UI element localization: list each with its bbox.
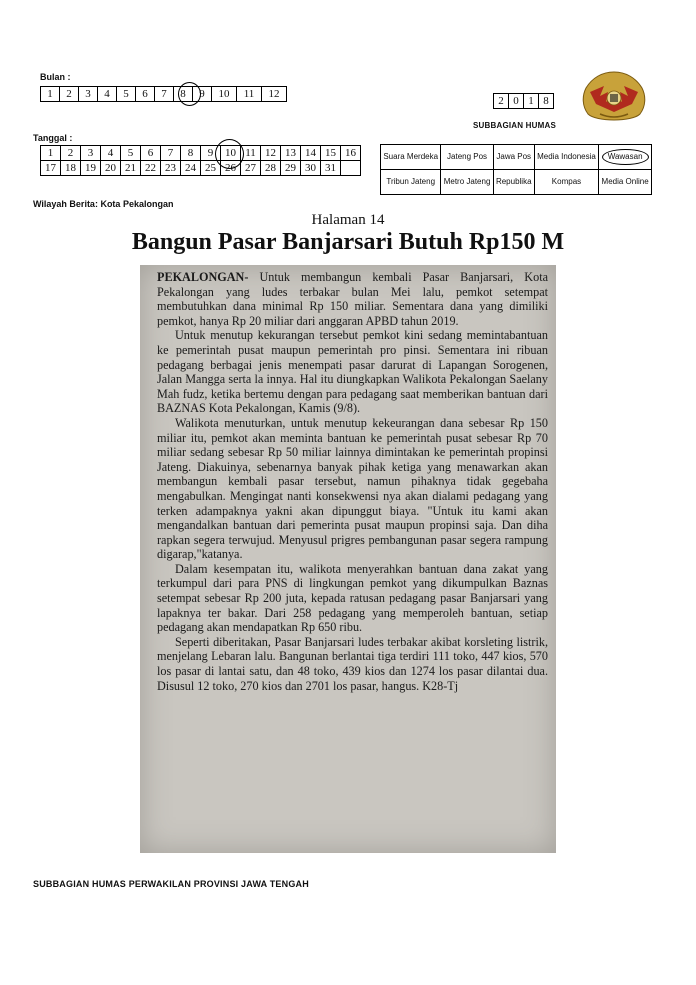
date-cell: 16 — [341, 146, 361, 161]
date-cell: 2 — [61, 146, 81, 161]
media-cell-selected — [599, 145, 652, 170]
month-cell-selected: 8 — [174, 87, 193, 102]
date-cell: 9 — [201, 146, 221, 161]
date-cell: 11 — [241, 146, 261, 161]
media-selected-label: Wawasan — [602, 149, 649, 165]
month-cell: 7 — [155, 87, 174, 102]
tahun-grid — [493, 93, 554, 109]
date-cell: 21 — [121, 161, 141, 176]
date-cell: 23 — [161, 161, 181, 176]
page-number: Halaman 14 — [311, 212, 385, 228]
month-cell: 10 — [212, 87, 237, 102]
date-cell: 30 — [301, 161, 321, 176]
media-cell: Media Indonesia — [534, 145, 598, 170]
date-cell: 6 — [141, 146, 161, 161]
tanggal-grid — [40, 145, 361, 176]
bulan-label: Bulan : — [40, 72, 71, 82]
date-cell: 28 — [261, 161, 281, 176]
article-paragraph: Seperti diberitakan, Pasar Banjarsari ludes terbakar akibat korsleting listrik, menjelang Lebaran lalu. Bangunan berlantai tiga terdiri 111 toko, 447 kios, 570 los pasar di lantai satu, dan 48 toko, 439 kios dan 1274 los pasar dilantai dua. Disusul 12 toko, 270 kios dan 2701 los pasar, hangus. K28-Tj — [157, 634, 548, 693]
footer-label: SUBBAGIAN HUMAS PERWAKILAN PROVINSI JAWA TENGAH — [33, 879, 309, 889]
date-cell: 4 — [101, 146, 121, 161]
news-clipping — [140, 265, 556, 853]
media-table — [380, 144, 652, 195]
media-cell: Jawa Pos — [493, 145, 534, 170]
month-cell: 12 — [262, 87, 287, 102]
media-cell: Media Online — [599, 170, 652, 195]
date-cell: 7 — [161, 146, 181, 161]
year-digit: 0 — [509, 94, 524, 109]
media-cell: Republika — [493, 170, 534, 195]
date-cell-selected: 10 — [221, 146, 241, 161]
media-cell: Suara Merdeka — [381, 145, 441, 170]
date-cell: 3 — [81, 146, 101, 161]
month-cell: 2 — [60, 87, 79, 102]
article-paragraph: Dalam kesempatan itu, walikota menyerahkan bantuan dana zakat yang terkumpul dari para PNS di lingkungan pemkot yang dikumpulkan Baznas setempat sebesar Rp 200 juta, kepada ratusan pedagang pasar Banjarsari yang lapaknya ter bakar. Dari 258 pedagang yang memperoleh bantuan, setiap pedagang akan mendapatkan Rp 650 ribu. — [157, 561, 548, 635]
month-cell: 5 — [117, 87, 136, 102]
garuda-emblem-icon — [578, 68, 650, 124]
month-cell: 3 — [79, 87, 98, 102]
tanggal-label: Tanggal : — [33, 133, 73, 143]
date-cell: 12 — [261, 146, 281, 161]
date-cell: 29 — [281, 161, 301, 176]
month-cell: 4 — [98, 87, 117, 102]
year-digit: 1 — [524, 94, 539, 109]
month-cell: 1 — [41, 87, 60, 102]
date-selection-circle — [215, 139, 244, 169]
date-cell: 20 — [101, 161, 121, 176]
article-paragraph: Untuk menutup kekurangan tersebut pemkot kini sedang memintabantuan ke pemerintah pusat maupun pemerintah pro pinsi. Sementara ini ribuan pedagang berbagai jenis menempati pasar darurat di Lapangan Sorogenen, Jalan Mangga serta la innya. Hal itu diungkapkan Walikota Pekalongan Saelany Mah fudz, ketika bertemu dengan para pedagang saat memberikan bantuan dari BAZNAS Kota Pekalongan, Kamis (9/8). — [157, 328, 548, 416]
year-digit: 2 — [494, 94, 509, 109]
date-cell: 17 — [41, 161, 61, 176]
media-cell: Kompas — [534, 170, 598, 195]
year-digit: 8 — [539, 94, 554, 109]
date-cell: 19 — [81, 161, 101, 176]
month-selection-circle — [178, 82, 201, 106]
date-cell: 25 — [201, 161, 221, 176]
subbagian-humas-label: SUBBAGIAN HUMAS — [473, 121, 556, 130]
date-cell — [341, 161, 361, 176]
date-cell: 13 — [281, 146, 301, 161]
bulan-grid — [40, 86, 287, 102]
date-cell: 18 — [61, 161, 81, 176]
date-cell: 8 — [181, 146, 201, 161]
article-paragraph — [157, 270, 548, 328]
date-cell: 24 — [181, 161, 201, 176]
month-cell: 6 — [136, 87, 155, 102]
media-cell: Metro Jateng — [441, 170, 493, 195]
dateline: PEKALONGAN- — [157, 270, 249, 284]
date-cell: 26 — [221, 161, 241, 176]
article-paragraph: Walikota menuturkan, untuk menutup kekeurangan dana sebesar Rp 150 miliar itu, pemkot akan meminta bantuan ke pemerintah pusat sebesar Rp 70 miliar sedang sebesar Rp 50 miliar lainnya dimintakan ke pemerintah propinsi Jateng. Diakuinya, sebenarnya banyak pihak ketiga yang menawarkan akan membangun kembali pasar tersebut, namun pihaknya tidak gegebaha mengabulkan. Mengingat nanti konsekwensi nya akan dialami pedagang yang terken adampaknya yakni akan dipunggut biaya. "Untuk itu kami akan mengandalkan bantuan dari pemerinta pusat maupun propinsi saja. Dan diha rapkan segera terwujud. Menyusul prigres pembangunan pasar segera rampung digarap,"katanya. — [157, 415, 548, 562]
wilayah-berita: Wilayah Berita: Kota Pekalongan — [33, 199, 174, 209]
date-cell: 14 — [301, 146, 321, 161]
month-cell: 11 — [237, 87, 262, 102]
month-cell: 9 — [193, 87, 212, 102]
media-cell: Tribun Jateng — [381, 170, 441, 195]
headline: Bangun Pasar Banjarsari Butuh Rp150 M — [131, 229, 565, 255]
paragraph-text: Untuk membangun kembali Pasar Banjarsari, Kota Pekalongan yang ludes terbakar bulan Mei lalu, pemkot setempat membutuhkan dana minimal Rp 150 miliar. Sementara dana yang dimiliki pemkot, hanya Rp 20 miliar dari anggaran APBD tahun 2019. — [157, 270, 548, 328]
date-cell: 27 — [241, 161, 261, 176]
article-body — [157, 270, 548, 693]
date-cell: 31 — [321, 161, 341, 176]
date-cell: 5 — [121, 146, 141, 161]
date-cell: 1 — [41, 146, 61, 161]
date-cell: 15 — [321, 146, 341, 161]
media-cell: Jateng Pos — [441, 145, 493, 170]
date-cell: 22 — [141, 161, 161, 176]
